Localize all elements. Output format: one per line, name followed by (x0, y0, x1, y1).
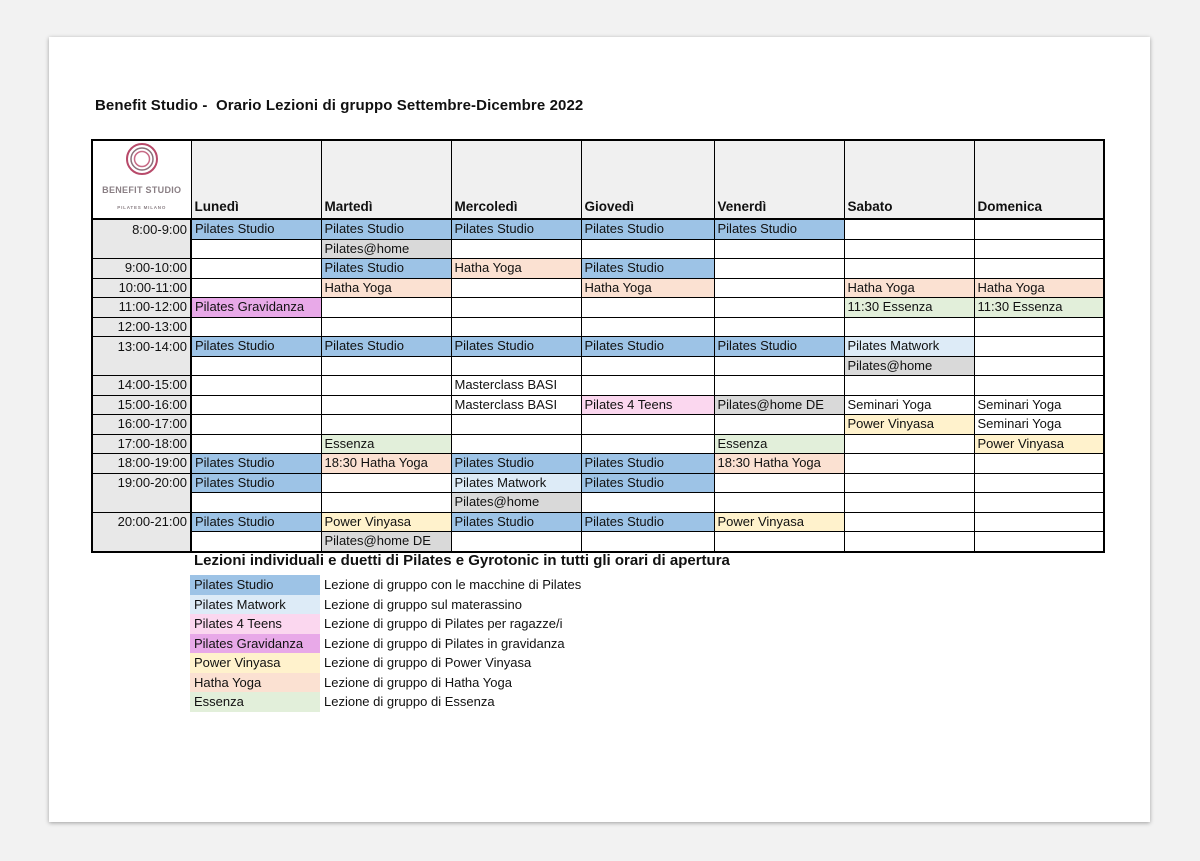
empty-cell (714, 298, 844, 318)
empty-cell (191, 356, 321, 376)
day-header: Martedì (321, 140, 451, 219)
empty-cell (191, 259, 321, 279)
page-title: Benefit Studio - Orario Lezioni di gruppo Settembre-Dicembre 2022 (95, 97, 584, 114)
class-cell: 18:30 Hatha Yoga (321, 454, 451, 474)
legend-row (190, 575, 585, 595)
empty-cell (581, 317, 714, 337)
schedule-row (92, 356, 1104, 376)
schedule-row (92, 532, 1104, 552)
empty-cell (321, 473, 451, 493)
class-cell: Pilates Studio (581, 219, 714, 239)
class-cell: Masterclass BASI (451, 376, 581, 396)
class-cell: 18:30 Hatha Yoga (714, 454, 844, 474)
document-page (49, 37, 1150, 822)
empty-cell (191, 434, 321, 454)
day-header: Mercoledì (451, 140, 581, 219)
schedule-row (92, 415, 1104, 435)
legend-row (190, 692, 585, 712)
empty-cell (974, 512, 1104, 532)
class-cell: Pilates Studio (714, 219, 844, 239)
empty-cell (581, 532, 714, 552)
legend-description: Lezione di gruppo di Hatha Yoga (324, 674, 512, 690)
class-cell: Pilates Gravidanza (191, 298, 321, 318)
legend-swatch-label: Power Vinyasa (190, 653, 320, 673)
empty-cell (844, 512, 974, 532)
class-cell: Pilates Studio (321, 337, 451, 357)
empty-cell (581, 434, 714, 454)
empty-cell (714, 376, 844, 396)
class-cell: Essenza (321, 434, 451, 454)
class-cell: Pilates Studio (451, 512, 581, 532)
legend-row (190, 614, 585, 634)
empty-cell (974, 219, 1104, 239)
time-slot: 18:00-19:00 (92, 454, 191, 474)
schedule-row (92, 219, 1104, 239)
class-cell: Pilates Studio (451, 337, 581, 357)
empty-cell (581, 356, 714, 376)
class-cell: Hatha Yoga (451, 259, 581, 279)
logo-cell (92, 140, 191, 219)
legend-swatch-label: Pilates 4 Teens (190, 614, 320, 634)
schedule-table (91, 139, 1105, 553)
legend-table (190, 575, 585, 712)
legend-description: Lezione di gruppo sul materassino (324, 596, 523, 612)
time-slot (92, 356, 191, 376)
class-cell: Pilates@home DE (714, 395, 844, 415)
empty-cell (974, 376, 1104, 396)
empty-cell (451, 298, 581, 318)
empty-cell (714, 317, 844, 337)
empty-cell (844, 219, 974, 239)
schedule-row (92, 395, 1104, 415)
schedule-row (92, 259, 1104, 279)
time-slot (92, 493, 191, 513)
empty-cell (321, 298, 451, 318)
time-slot: 19:00-20:00 (92, 473, 191, 493)
class-cell: Pilates Studio (581, 454, 714, 474)
time-slot: 12:00-13:00 (92, 317, 191, 337)
class-cell: Seminari Yoga (974, 395, 1104, 415)
day-header: Lunedì (191, 140, 321, 219)
empty-cell (451, 317, 581, 337)
empty-cell (844, 434, 974, 454)
schedule-row (92, 298, 1104, 318)
empty-cell (714, 493, 844, 513)
individual-lessons-note: Lezioni individuali e duetti di Pilates e Gyrotonic in tutti gli orari di apertura (194, 552, 730, 569)
class-cell: Pilates Studio (581, 259, 714, 279)
empty-cell (844, 473, 974, 493)
time-slot: 20:00-21:00 (92, 512, 191, 532)
time-slot: 8:00-9:00 (92, 219, 191, 239)
schedule-header-row (92, 140, 1104, 219)
legend-row (190, 653, 585, 673)
class-cell: Hatha Yoga (581, 278, 714, 298)
class-cell: 11:30 Essenza (844, 298, 974, 318)
class-cell: Pilates Studio (581, 337, 714, 357)
empty-cell (844, 532, 974, 552)
empty-cell (451, 239, 581, 259)
class-cell: Seminari Yoga (844, 395, 974, 415)
legend-description: Lezione di gruppo con le macchine di Pilates (324, 577, 582, 593)
day-header: Venerdì (714, 140, 844, 219)
class-cell: Essenza (714, 434, 844, 454)
legend-swatch-label: Pilates Studio (190, 575, 320, 595)
time-slot: 10:00-11:00 (92, 278, 191, 298)
empty-cell (191, 395, 321, 415)
class-cell: Power Vinyasa (714, 512, 844, 532)
schedule-row (92, 337, 1104, 357)
empty-cell (974, 454, 1104, 474)
empty-cell (714, 415, 844, 435)
schedule-row (92, 512, 1104, 532)
empty-cell (974, 532, 1104, 552)
empty-cell (451, 415, 581, 435)
class-cell: 11:30 Essenza (974, 298, 1104, 318)
empty-cell (581, 376, 714, 396)
legend-row (190, 634, 585, 654)
empty-cell (191, 493, 321, 513)
empty-cell (451, 356, 581, 376)
logo-rings-icon (125, 142, 159, 176)
schedule-row (92, 493, 1104, 513)
class-cell: Power Vinyasa (321, 512, 451, 532)
class-cell: Hatha Yoga (321, 278, 451, 298)
legend-description: Lezione di gruppo di Essenza (324, 694, 495, 710)
schedule-row (92, 239, 1104, 259)
class-cell: Pilates Studio (321, 259, 451, 279)
empty-cell (451, 278, 581, 298)
class-cell: Pilates@home (321, 239, 451, 259)
time-slot: 16:00-17:00 (92, 415, 191, 435)
class-cell: Pilates@home DE (321, 532, 451, 552)
schedule-row (92, 454, 1104, 474)
empty-cell (714, 239, 844, 259)
class-cell: Pilates Studio (191, 454, 321, 474)
legend-swatch-label: Pilates Matwork (190, 595, 320, 615)
class-cell: Seminari Yoga (974, 415, 1104, 435)
empty-cell (191, 376, 321, 396)
empty-cell (321, 493, 451, 513)
empty-cell (321, 395, 451, 415)
empty-cell (974, 493, 1104, 513)
empty-cell (714, 532, 844, 552)
class-cell: Hatha Yoga (844, 278, 974, 298)
day-header: Domenica (974, 140, 1104, 219)
empty-cell (581, 415, 714, 435)
empty-cell (974, 356, 1104, 376)
empty-cell (191, 317, 321, 337)
empty-cell (451, 434, 581, 454)
empty-cell (581, 493, 714, 513)
benefit-studio-logo (102, 142, 181, 217)
class-cell: Pilates Studio (191, 473, 321, 493)
time-slot: 15:00-16:00 (92, 395, 191, 415)
class-cell: Pilates Studio (191, 337, 321, 357)
legend-swatch-label: Pilates Gravidanza (190, 634, 320, 654)
legend-description: Lezione di gruppo di Pilates per ragazze/i (324, 616, 563, 632)
empty-cell (321, 356, 451, 376)
empty-cell (844, 239, 974, 259)
empty-cell (191, 415, 321, 435)
logo-subtitle: PILATES MILANO (117, 205, 167, 210)
empty-cell (844, 317, 974, 337)
legend-description: Lezione di gruppo di Pilates in gravidanza (324, 635, 565, 651)
empty-cell (581, 298, 714, 318)
class-cell: Power Vinyasa (974, 434, 1104, 454)
empty-cell (321, 415, 451, 435)
empty-cell (714, 473, 844, 493)
class-cell: Pilates Studio (191, 512, 321, 532)
class-cell: Pilates 4 Teens (581, 395, 714, 415)
empty-cell (974, 337, 1104, 357)
class-cell: Pilates Studio (191, 219, 321, 239)
class-cell: Pilates Studio (451, 454, 581, 474)
day-header: Sabato (844, 140, 974, 219)
empty-cell (844, 259, 974, 279)
class-cell: Hatha Yoga (974, 278, 1104, 298)
class-cell: Pilates Matwork (844, 337, 974, 357)
empty-cell (581, 239, 714, 259)
time-slot: 13:00-14:00 (92, 337, 191, 357)
empty-cell (844, 376, 974, 396)
class-cell: Pilates Studio (321, 219, 451, 239)
empty-cell (974, 239, 1104, 259)
class-cell: Pilates@home (844, 356, 974, 376)
empty-cell (844, 454, 974, 474)
legend-row (190, 595, 585, 615)
legend-swatch-label: Hatha Yoga (190, 673, 320, 693)
class-cell: Pilates@home (451, 493, 581, 513)
class-cell: Power Vinyasa (844, 415, 974, 435)
day-header: Giovedì (581, 140, 714, 219)
schedule-row (92, 317, 1104, 337)
empty-cell (974, 259, 1104, 279)
logo-name: BENEFIT STUDIO (102, 185, 182, 195)
empty-cell (714, 356, 844, 376)
schedule-row (92, 473, 1104, 493)
class-cell: Masterclass BASI (451, 395, 581, 415)
empty-cell (974, 473, 1104, 493)
legend-swatch-label: Essenza (190, 692, 320, 712)
empty-cell (451, 532, 581, 552)
empty-cell (191, 239, 321, 259)
class-cell: Pilates Studio (581, 473, 714, 493)
time-slot: 9:00-10:00 (92, 259, 191, 279)
legend-row (190, 673, 585, 693)
time-slot (92, 239, 191, 259)
schedule-row (92, 278, 1104, 298)
class-cell: Pilates Matwork (451, 473, 581, 493)
empty-cell (191, 532, 321, 552)
empty-cell (321, 317, 451, 337)
empty-cell (974, 317, 1104, 337)
time-slot: 11:00-12:00 (92, 298, 191, 318)
schedule-row (92, 434, 1104, 454)
time-slot: 14:00-15:00 (92, 376, 191, 396)
empty-cell (714, 278, 844, 298)
empty-cell (844, 493, 974, 513)
empty-cell (191, 278, 321, 298)
legend-description: Lezione di gruppo di Power Vinyasa (324, 655, 532, 671)
class-cell: Pilates Studio (451, 219, 581, 239)
schedule-row (92, 376, 1104, 396)
empty-cell (321, 376, 451, 396)
class-cell: Pilates Studio (714, 337, 844, 357)
class-cell: Pilates Studio (581, 512, 714, 532)
empty-cell (714, 259, 844, 279)
time-slot: 17:00-18:00 (92, 434, 191, 454)
time-slot (92, 532, 191, 552)
